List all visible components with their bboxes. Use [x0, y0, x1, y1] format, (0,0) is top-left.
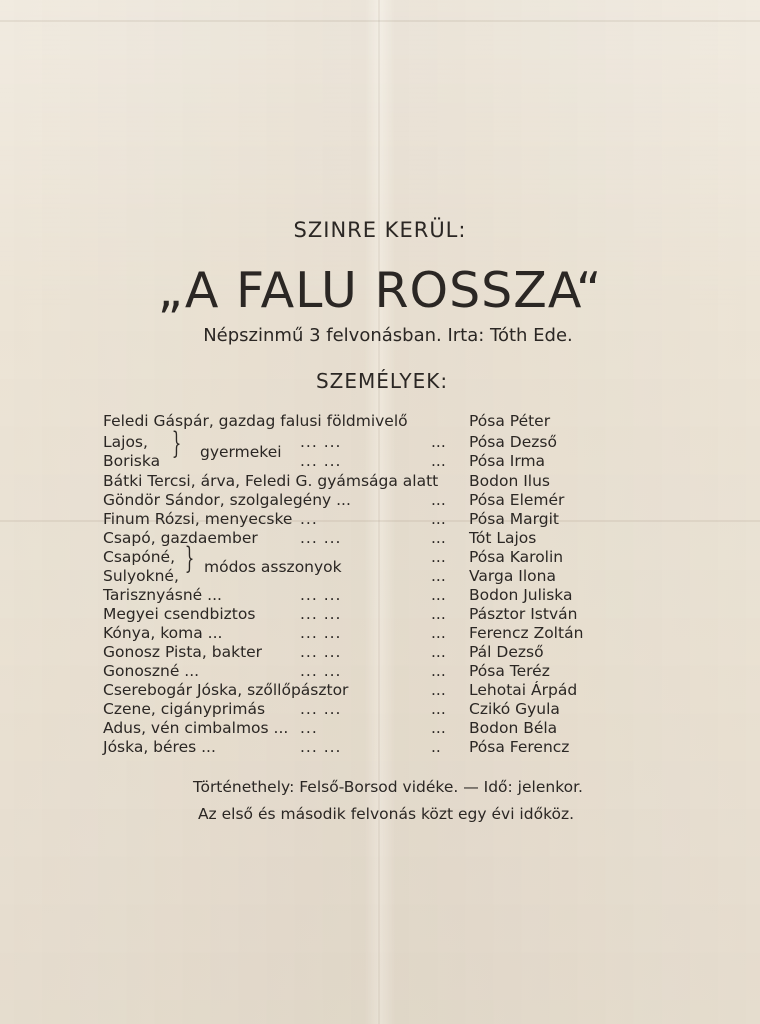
actor: Pósa Elemér: [469, 491, 565, 509]
play-subtitle: Népszinmű 3 felvonásban. Irta: Tóth Ede.: [203, 325, 573, 346]
cast-row: [0, 624, 760, 643]
leader-dots: ... ...: [300, 624, 342, 642]
brace-icon: }: [184, 541, 195, 576]
leader-dots: ...: [300, 719, 318, 737]
leader-dots: ... ...: [300, 529, 342, 547]
leader-dots: ...: [431, 510, 446, 528]
leader-dots: ...: [431, 491, 446, 509]
cast-row: [0, 412, 760, 431]
actor: Pál Dezső: [469, 643, 544, 661]
cast-row: [0, 529, 760, 548]
leader-dots: ...: [431, 605, 446, 623]
cast-row: [0, 472, 760, 491]
leader-dots: ... ...: [300, 643, 342, 661]
leader-dots: ...: [431, 681, 446, 699]
leader-dots: ... ...: [300, 662, 342, 680]
role: Jóska, béres ...: [103, 738, 216, 756]
leader-dots: ...: [431, 643, 446, 661]
role: Czene, cigányprimás: [103, 700, 266, 718]
actor: Ferencz Zoltán: [469, 624, 584, 642]
children-group-label: gyermekei: [200, 443, 282, 461]
brace-icon: }: [171, 426, 182, 461]
leader-dots: ... ...: [300, 605, 342, 623]
actor: Pósa Margit: [469, 510, 559, 528]
cast-row: [0, 491, 760, 510]
leader-dots: ...: [431, 719, 446, 737]
leader-dots: ...: [431, 548, 446, 566]
leader-dots: ...: [431, 567, 446, 585]
actor: Tót Lajos: [469, 529, 537, 547]
actor: Bodon Juliska: [469, 586, 573, 604]
role: Lajos,: [103, 433, 148, 451]
cast-row: [0, 586, 760, 605]
cast-row: [0, 681, 760, 700]
actor: Pósa Dezső: [469, 433, 557, 451]
cast-row: [0, 643, 760, 662]
cast-row: [0, 510, 760, 529]
leader-dots: ...: [431, 452, 446, 470]
leader-dots: ... ...: [300, 700, 342, 718]
role: Megyei csendbiztos: [103, 605, 256, 623]
role: Gonosz Pista, bakter: [103, 643, 263, 661]
cast-row: [0, 567, 760, 586]
leader-dots: ... ...: [300, 738, 342, 756]
actor: Bodon Ilus: [469, 472, 550, 490]
actor: Bodon Béla: [469, 719, 558, 737]
leader-dots: ...: [431, 700, 446, 718]
actor: Varga Ilona: [469, 567, 556, 585]
interval-line: Az első és második felvonás közt egy évi időköz.: [197, 805, 575, 823]
actor: Pósa Ferencz: [469, 738, 570, 756]
leader-dots: ...: [431, 586, 446, 604]
cast-row: [0, 662, 760, 681]
role: Göndör Sándor, szolgalegény ...: [103, 491, 351, 509]
role: Csapó, gazdaember: [103, 529, 258, 547]
actor: Pósa Teréz: [469, 662, 550, 680]
paper-fold: [0, 20, 760, 22]
leader-dots: ...: [431, 662, 446, 680]
actor: Pásztor István: [469, 605, 578, 623]
play-title: „A FALU ROSSZA“: [157, 262, 603, 319]
leader-dots: ...: [431, 624, 446, 642]
actor: Czikó Gyula: [469, 700, 560, 718]
role: Feledi Gáspár, gazdag falusi földmivelő: [103, 412, 408, 430]
setting-line: Történethely: Felső-Borsod vidéke. — Idő: jelenkor.: [193, 778, 583, 796]
role: Boriska: [103, 452, 161, 470]
cast-row: [0, 433, 760, 452]
actor: Pósa Irma: [469, 452, 546, 470]
persons-heading: SZEMÉLYEK:: [315, 369, 449, 393]
leader-dots: ...: [431, 433, 446, 451]
role: Sulyokné,: [103, 567, 179, 585]
announcement: SZINRE KERÜL:: [293, 218, 467, 242]
cast-row: [0, 719, 760, 738]
cast-row: [0, 700, 760, 719]
role: Csapóné,: [103, 548, 176, 566]
cast-row: [0, 452, 760, 471]
role: Cserebogár Jóska, szőllőpásztor: [103, 681, 349, 699]
actor: Lehotai Árpád: [469, 681, 578, 699]
leader-dots: ... ...: [300, 452, 342, 470]
leader-dots: ...: [300, 510, 318, 528]
role: Adus, vén cimbalmos ...: [103, 719, 289, 737]
cast-row: [0, 738, 760, 757]
leader-dots: ... ...: [300, 586, 342, 604]
cast-row: [0, 605, 760, 624]
leader-dots: ...: [431, 529, 446, 547]
actor: Pósa Péter: [469, 412, 551, 430]
leader-dots: ..: [431, 738, 441, 756]
actor: Pósa Karolin: [469, 548, 564, 566]
role: Bátki Tercsi, árva, Feledi G. gyámsága alatt: [103, 472, 439, 490]
wives-group-label: módos asszonyok: [204, 558, 342, 576]
role: Finum Rózsi, menyecske: [103, 510, 293, 528]
cast-row: [0, 548, 760, 567]
role: Gonoszné ...: [103, 662, 200, 680]
role: Tarisznyásné ...: [103, 586, 222, 604]
leader-dots: ... ...: [300, 433, 342, 451]
role: Kónya, koma ...: [103, 624, 223, 642]
